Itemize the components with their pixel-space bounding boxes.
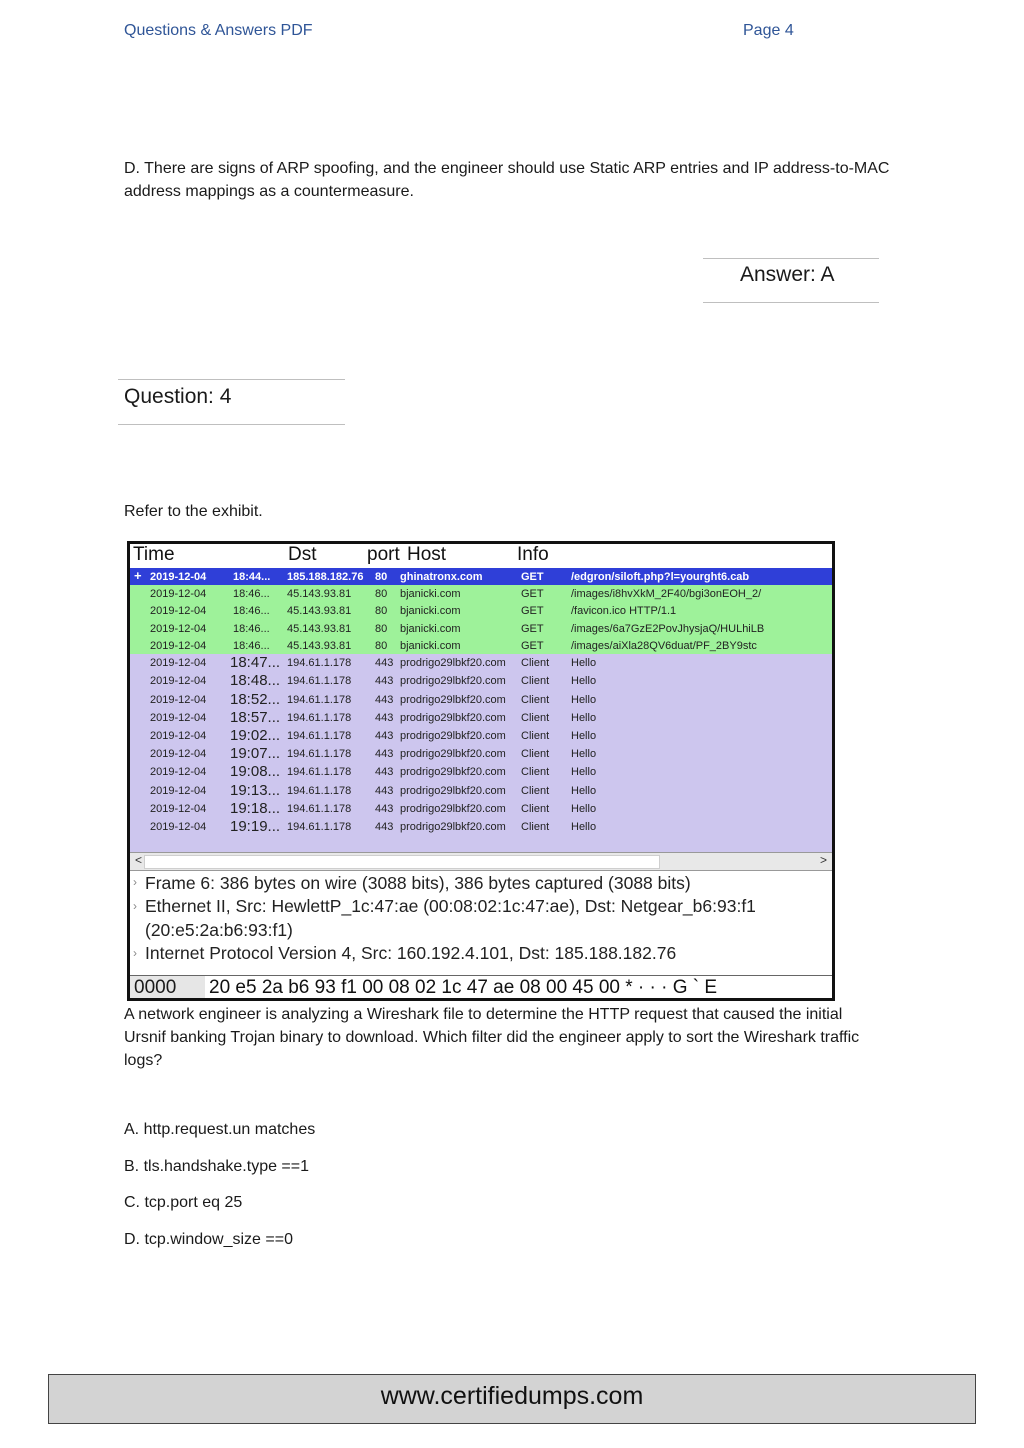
packet-time: 19:18...: [230, 799, 281, 817]
horizontal-scrollbar[interactable]: [130, 852, 832, 871]
packet-path: Hello: [571, 766, 597, 779]
packet-port: 80: [375, 622, 388, 635]
question-number: Question: 4: [124, 385, 232, 408]
packet-host: prodrigo29lbkf20.com: [400, 784, 506, 797]
packet-dst: 45.143.93.81: [287, 588, 352, 600]
packet-host: bjanicki.com: [400, 588, 461, 600]
packet-row[interactable]: [130, 654, 832, 672]
packet-list: [130, 568, 832, 852]
hex-bytes: 20 e5 2a b6 93 f1 00 08 02 1c 47 ae 08 00 45 00 * · · · G ` E: [209, 977, 718, 998]
packet-time: 18:47...: [230, 654, 281, 672]
packet-date: 2019-12-04: [150, 693, 207, 706]
packet-path: Hello: [571, 820, 597, 833]
packet-dst: 194.61.1.178: [287, 711, 352, 724]
packet-host: prodrigo29lbkf20.com: [400, 748, 506, 761]
packet-row[interactable]: [130, 763, 832, 781]
footer-bar: [48, 1374, 976, 1424]
packet-port: 443: [375, 675, 394, 688]
packet-details: [130, 871, 832, 973]
packet-info: Client: [521, 711, 550, 724]
packet-dst: 194.61.1.178: [287, 675, 352, 688]
option-a: A. http.request.un matches: [124, 1121, 316, 1138]
col-info: Info: [517, 544, 549, 565]
col-dst: Dst: [288, 544, 317, 565]
col-time: Time: [133, 544, 175, 565]
footer-url[interactable]: www.certifiedumps.com: [380, 1382, 644, 1410]
packet-path: /images/6a7GzE2PovJhysjaQ/HULhiLB: [571, 622, 765, 635]
packet-dst: 45.143.93.81: [287, 639, 352, 652]
scroll-left-icon[interactable]: <: [135, 853, 143, 867]
packet-host: prodrigo29lbkf20.com: [400, 693, 506, 706]
packet-port: 443: [375, 729, 394, 742]
answer-box: [703, 258, 879, 303]
detail-ethernet-cont: (20:e5:2a:b6:93:f1): [145, 920, 293, 940]
packet-info: Client: [521, 766, 550, 779]
packet-time: 19:02...: [230, 726, 281, 744]
packet-path: Hello: [571, 802, 597, 815]
wireshark-exhibit: [127, 541, 835, 1001]
packet-date: 2019-12-04: [150, 766, 207, 779]
packet-date: 2019-12-04: [150, 748, 207, 761]
option-d: D. tcp.window_size ==0: [124, 1231, 293, 1248]
packet-host: ghinatronx.com: [400, 571, 483, 583]
packet-date: 2019-12-04: [150, 657, 207, 670]
packet-dst: 194.61.1.178: [287, 766, 352, 779]
packet-date: 2019-12-04: [150, 605, 207, 618]
packet-port: 80: [375, 588, 388, 600]
packet-row[interactable]: [130, 637, 832, 654]
packet-time: 19:07...: [230, 745, 281, 763]
packet-dst: 194.61.1.178: [287, 820, 352, 833]
packet-dst: 194.61.1.178: [287, 802, 352, 815]
packet-date: 2019-12-04: [150, 729, 207, 742]
packet-port: 80: [375, 639, 388, 652]
packet-row[interactable]: [130, 782, 832, 800]
packet-row[interactable]: [130, 709, 832, 727]
expand-arrow-icon[interactable]: ›: [133, 899, 137, 913]
packet-date: 2019-12-04: [150, 784, 207, 797]
scrollbar-thumb[interactable]: [144, 855, 660, 869]
packet-row[interactable]: [130, 745, 832, 763]
packet-dst: 194.61.1.178: [287, 784, 352, 797]
previous-option-d: D. There are signs of ARP spoofing, and the engineer should use Static ARP entries and IP address-to-MAC address mappings as a countermeasure.: [124, 160, 890, 200]
packet-date: 2019-12-04: [150, 639, 207, 652]
col-host: Host: [407, 544, 447, 565]
packet-info: GET: [521, 622, 544, 635]
packet-date: 2019-12-04: [150, 675, 207, 688]
packet-info: Client: [521, 748, 550, 761]
packet-list-empty-area: [130, 836, 832, 852]
packet-host: prodrigo29lbkf20.com: [400, 729, 506, 742]
packet-list-header: [130, 544, 832, 567]
packet-port: 443: [375, 784, 394, 797]
packet-port: 80: [375, 571, 388, 583]
packet-port: 443: [375, 802, 394, 815]
packet-path: /edgron/siloft.php?l=yourght6.cab: [571, 571, 750, 583]
expand-arrow-icon[interactable]: ›: [133, 946, 137, 960]
packet-host: bjanicki.com: [400, 639, 461, 652]
hex-offset: 0000: [130, 976, 205, 1001]
packet-date: 2019-12-04: [150, 820, 207, 833]
packet-time: 19:08...: [230, 763, 281, 781]
detail-ip[interactable]: Internet Protocol Version 4, Src: 160.192.4.101, Dst: 185.188.182.76: [145, 943, 677, 963]
packet-row[interactable]: [130, 585, 832, 602]
packet-path: Hello: [571, 693, 597, 706]
packet-time: 18:44...: [233, 571, 271, 583]
question-text: A network engineer is analyzing a Wireshark file to determine the HTTP request that caused the initial Ursnif banking Trojan binary to download. Which filter did the engineer apply to sort the Wireshark traffic logs?: [124, 1006, 860, 1069]
packet-row[interactable]: [130, 800, 832, 818]
packet-path: /favicon.ico HTTP/1.1: [571, 605, 677, 618]
packet-port: 443: [375, 748, 394, 761]
packet-dst: 194.61.1.178: [287, 657, 352, 670]
packet-row[interactable]: [130, 691, 832, 709]
packet-info: Client: [521, 693, 550, 706]
packet-port: 443: [375, 657, 394, 670]
packet-host: prodrigo29lbkf20.com: [400, 675, 506, 688]
hex-ascii: * · · · G ` E: [625, 977, 718, 998]
selected-marker-icon: +: [134, 568, 142, 583]
packet-host: prodrigo29lbkf20.com: [400, 766, 506, 779]
packet-info: GET: [521, 588, 544, 600]
packet-info: Client: [521, 657, 550, 670]
packet-dst: 45.143.93.81: [287, 622, 352, 635]
packet-port: 443: [375, 766, 394, 779]
col-port: port: [367, 544, 400, 565]
packet-info: Client: [521, 802, 550, 815]
packet-path: Hello: [571, 675, 597, 688]
packet-path: /images/i8hvXkM_2F40/bgi3onEOH_2/: [571, 588, 762, 600]
packet-host: prodrigo29lbkf20.com: [400, 820, 506, 833]
packet-row[interactable]: [130, 602, 832, 619]
packet-path: Hello: [571, 784, 597, 797]
packet-port: 443: [375, 820, 394, 833]
packet-time: 19:13...: [230, 781, 281, 799]
packet-path: Hello: [571, 729, 597, 742]
packet-dst: 194.61.1.178: [287, 748, 352, 761]
packet-time: 18:46...: [233, 639, 270, 652]
packet-dst: 194.61.1.178: [287, 693, 352, 706]
packet-row[interactable]: [130, 672, 832, 690]
packet-host: bjanicki.com: [400, 605, 461, 618]
packet-port: 80: [375, 605, 388, 618]
packet-row[interactable]: [130, 620, 832, 637]
scroll-right-icon[interactable]: >: [819, 853, 827, 867]
detail-ethernet[interactable]: Ethernet II, Src: HewlettP_1c:47:ae (00:08:02:1c:47:ae), Dst: Netgear_b6:93:f1: [145, 896, 756, 916]
packet-path: Hello: [571, 657, 597, 670]
packet-info: GET: [521, 605, 544, 618]
packet-date: 2019-12-04: [150, 802, 207, 815]
packet-port: 443: [375, 693, 394, 706]
packet-host: prodrigo29lbkf20.com: [400, 802, 506, 815]
packet-host: bjanicki.com: [400, 622, 461, 635]
packet-row[interactable]: [130, 818, 832, 836]
header-title: Questions & Answers PDF: [124, 22, 313, 39]
packet-date: 2019-12-04: [150, 622, 207, 635]
hex-dump: [130, 975, 832, 1001]
packet-row[interactable]: [130, 727, 832, 745]
packet-time: 18:48...: [230, 672, 281, 690]
packet-path: Hello: [571, 748, 597, 761]
packet-date: 2019-12-04: [150, 571, 207, 583]
question-box: [118, 379, 345, 425]
page-number: Page 4: [743, 22, 794, 39]
packet-info: Client: [521, 729, 550, 742]
packet-info: GET: [521, 571, 544, 583]
packet-time: 18:46...: [233, 605, 270, 618]
packet-row[interactable]: [130, 568, 832, 585]
packet-time: 18:52...: [230, 690, 281, 708]
option-b: B. tls.handshake.type ==1: [124, 1158, 310, 1175]
packet-time: 18:46...: [233, 588, 270, 600]
packet-time: 18:57...: [230, 708, 281, 726]
packet-time: 18:46...: [233, 622, 270, 635]
refer-text: Refer to the exhibit.: [124, 503, 263, 520]
packet-info: Client: [521, 675, 550, 688]
packet-host: prodrigo29lbkf20.com: [400, 657, 506, 670]
detail-frame[interactable]: Frame 6: 386 bytes on wire (3088 bits), 386 bytes captured (3088 bits): [145, 873, 691, 893]
packet-dst: 185.188.182.76: [287, 571, 364, 583]
packet-dst: 194.61.1.178: [287, 729, 352, 742]
packet-path: Hello: [571, 711, 597, 724]
packet-date: 2019-12-04: [150, 711, 207, 724]
option-c: C. tcp.port eq 25: [124, 1194, 243, 1211]
packet-date: 2019-12-04: [150, 588, 207, 600]
packet-info: Client: [521, 820, 550, 833]
packet-host: prodrigo29lbkf20.com: [400, 711, 506, 724]
packet-path: /images/aiXla28QV6duat/PF_2BY9stc: [571, 639, 757, 652]
packet-dst: 45.143.93.81: [287, 605, 352, 618]
packet-info: Client: [521, 784, 550, 797]
expand-arrow-icon[interactable]: ›: [133, 875, 137, 889]
packet-time: 19:19...: [230, 817, 281, 835]
packet-port: 443: [375, 711, 394, 724]
packet-info: GET: [521, 639, 544, 652]
answer-label: Answer: A: [740, 263, 835, 286]
